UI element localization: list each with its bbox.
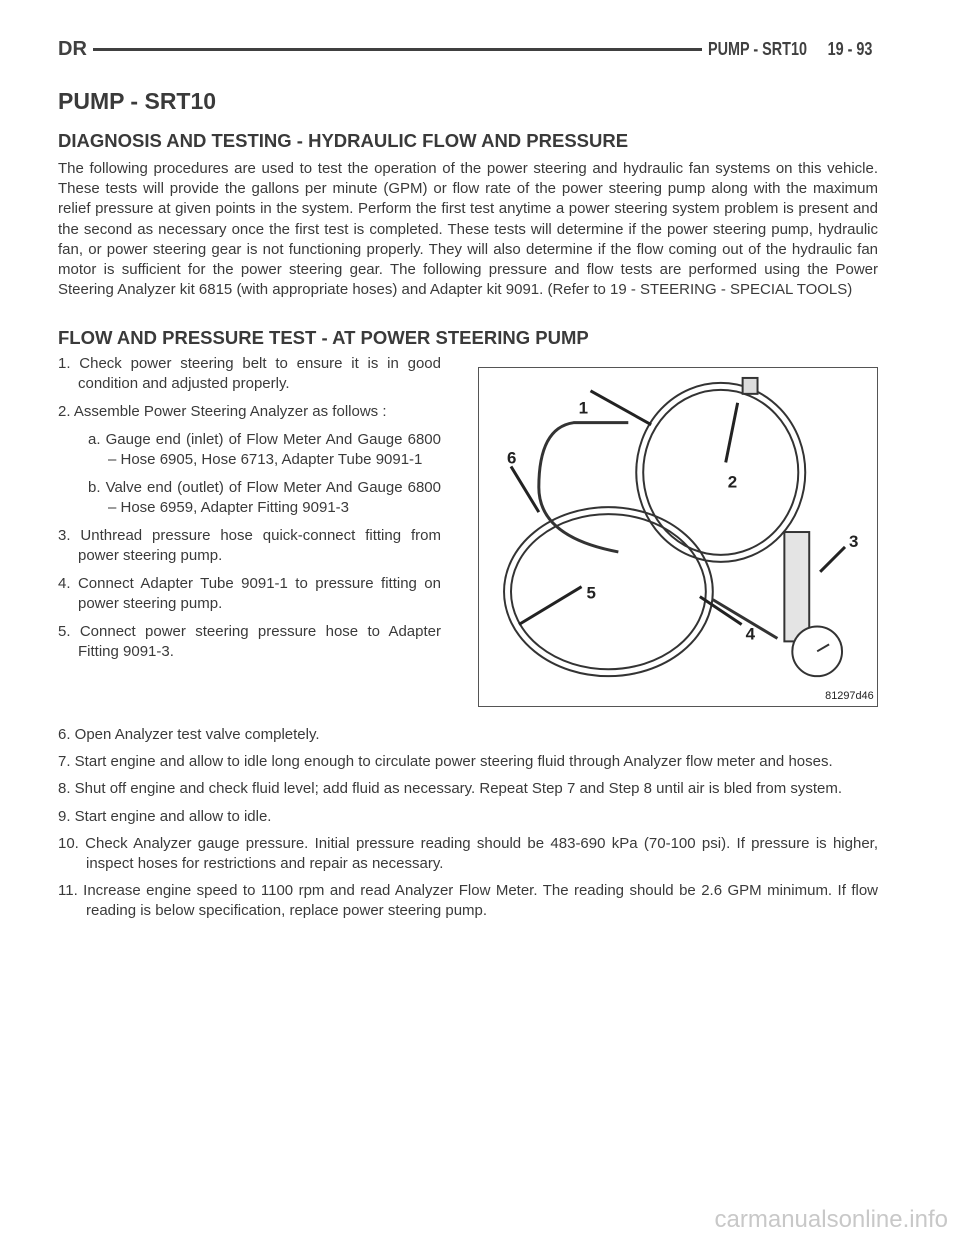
step: 5. Connect power steering pressure hose to Adapter Fitting 9091-3.: [58, 623, 441, 660]
figure-code: 81297d46: [825, 690, 874, 703]
intro-paragraph: The following procedures are used to test the operation of the power steering and hydraulic fan systems on this vehicle. These tests will provide the gallons per minute (GPM) or flow rate of the power steering pump along with the maximum relief pressure at given points in the system. Perform the first test anytime a power steering system problem is present and the second as necessary once the first test is completed. These tests will determine if the power steering pump, hydraulic fan, or power steering gear is not functioning properly. They will also determine if the flow coming out of the hydraulic fan motor is sufficient for the power steering gear. The following pressure and flow tests are performed using the Power Steering Analyzer kit 6815 (with appropriate hoses) and Adapter kit 9091. (Refer to 19 - STEERING - SPECIAL TOOLS): [58, 160, 878, 299]
page-number: 19 - 93: [827, 38, 873, 59]
step: 9. Start engine and allow to idle.: [58, 807, 272, 825]
page-header: [58, 37, 878, 61]
header-model: DR: [58, 37, 87, 60]
step: 7. Start engine and allow to idle long enough to circulate power steering fluid through Analyzer flow meter and hoses.: [58, 753, 833, 771]
watermark: carmanualsonline.info: [714, 1206, 948, 1233]
step: 1. Check power steering belt to ensure it is in good condition and adjusted properly.: [58, 355, 441, 392]
substep: b. Valve end (outlet) of Flow Meter And Gauge 6800 – Hose 6959, Adapter Fitting 9091-3: [88, 479, 441, 516]
step: 3. Unthread pressure hose quick-connect fitting from power steering pump.: [58, 527, 441, 564]
step: 4. Connect Adapter Tube 9091-1 to pressure fitting on power steering pump.: [58, 575, 441, 612]
callout-1: 1: [578, 398, 588, 418]
analyzer-diagram: [478, 367, 878, 707]
section-heading: DIAGNOSIS AND TESTING - HYDRAULIC FLOW AND PRESSURE: [58, 130, 629, 151]
step: 8. Shut off engine and check fluid level; add fluid as necessary. Repeat Step 7 and Step 8 until air is bled from system.: [58, 780, 843, 798]
substep: a. Gauge end (inlet) of Flow Meter And Gauge 6800 – Hose 6905, Hose 6713, Adapter Tube 9091-1: [88, 431, 441, 468]
hose-2: [539, 423, 628, 552]
callout-2: 2: [727, 472, 738, 492]
callout-3: 3: [848, 531, 859, 551]
pressure-gauge: [792, 626, 842, 676]
header-section: PUMP - SRT10: [708, 38, 808, 59]
step: 10. Check Analyzer gauge pressure. Initial pressure reading should be 483-690 kPa (70-100 psi). If pressure is higher, inspect hoses for restrictions and repair as necessary.: [58, 834, 878, 873]
callout-6: 6: [507, 448, 517, 468]
step: 11. Increase engine speed to 1100 rpm and read Analyzer Flow Meter. The reading should be 2.6 GPM minimum. If flow reading is below specification, replace power steering pump.: [58, 882, 878, 920]
flow-meter: [784, 532, 809, 641]
page-title: PUMP - SRT10: [58, 88, 217, 114]
header-rule: [93, 48, 702, 51]
step: 6. Open Analyzer test valve completely.: [58, 726, 320, 743]
step: 2. Assemble Power Steering Analyzer as follows :: [58, 403, 387, 420]
callout-4: 4: [745, 624, 756, 644]
hose-1: [636, 383, 805, 562]
callout-5: 5: [586, 583, 596, 603]
subsection-heading: FLOW AND PRESSURE TEST - AT POWER STEERING PUMP: [58, 327, 589, 348]
left-steps: [58, 354, 441, 670]
hose-6: [504, 507, 713, 676]
test-steps: [58, 725, 878, 929]
fitting-2: [743, 378, 758, 394]
